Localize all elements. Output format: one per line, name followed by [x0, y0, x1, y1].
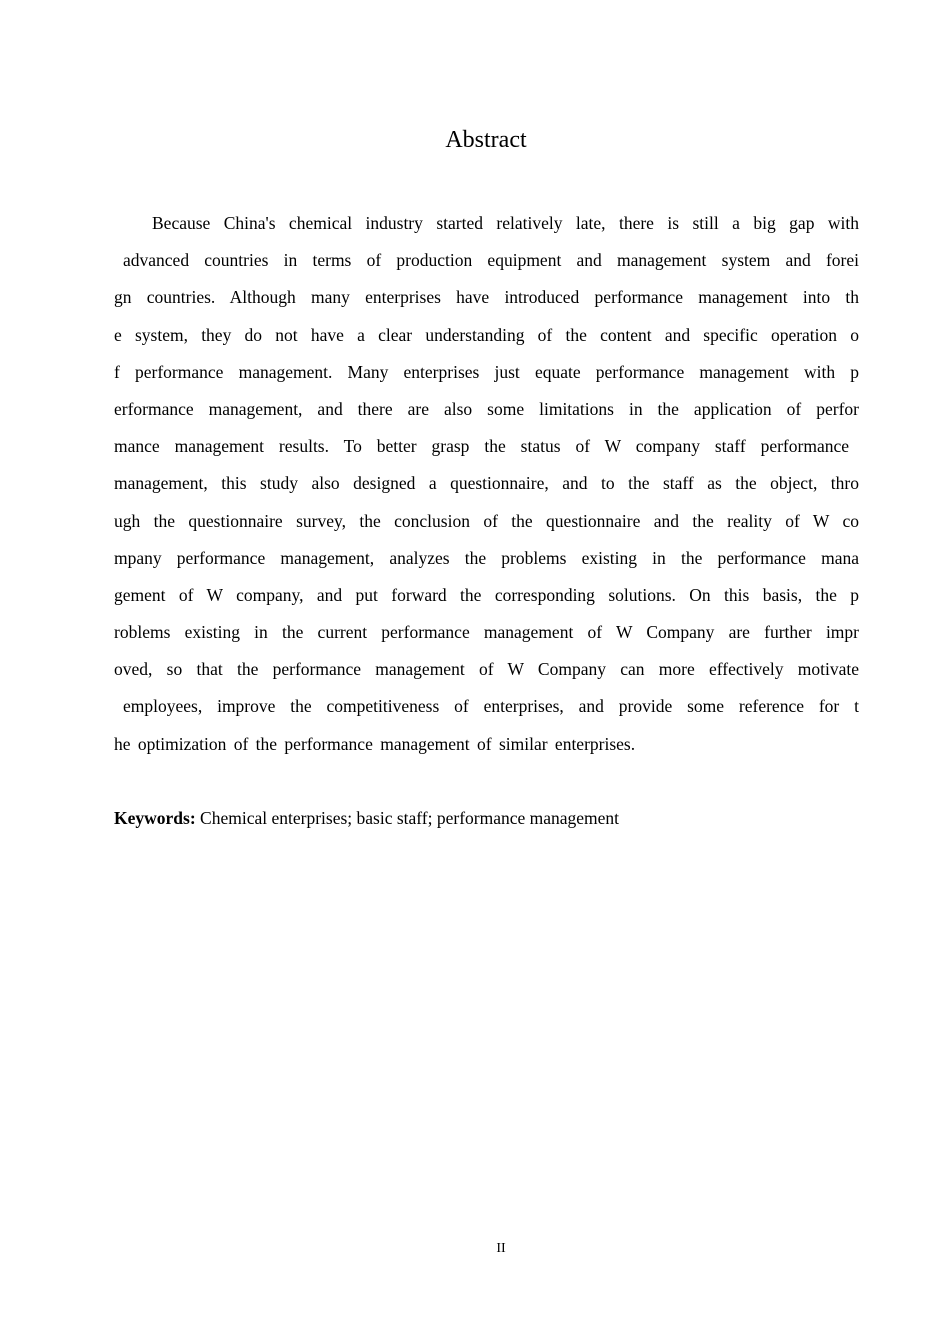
abstract-line: erformance management, and there are also some limitations in the application of perfor [114, 398, 859, 419]
abstract-line: gn countries. Although many enterprises have introduced performance management into th [114, 287, 859, 308]
abstract-line: management, this study also designed a questionnaire, and to the staff as the object, thro [114, 473, 859, 494]
abstract-line: oved, so that the performance management of W Company can more effectively motivate [114, 659, 859, 680]
abstract-line: he optimization of the performance management of similar enterprises. [114, 733, 636, 754]
abstract-line: f performance management. Many enterprises just equate performance management with p [114, 361, 859, 382]
abstract-line: advanced countries in terms of production equipment and management system and forei [123, 250, 859, 271]
abstract-line: employees, improve the competitiveness of enterprises, and provide some reference for t [123, 696, 859, 717]
keywords-text: Chemical enterprises; basic staff; performance management [200, 808, 620, 828]
abstract-line: Because China's chemical industry started relatively late, there is still a big gap with [152, 213, 859, 233]
keywords-label: Keywords: [114, 808, 196, 828]
abstract-line: mance management results. To better grasp the status of W company staff performance [114, 436, 849, 457]
keywords-paragraph [114, 805, 619, 831]
abstract-title: Abstract [445, 127, 527, 153]
abstract-line: mpany performance management, analyzes the problems existing in the performance mana [114, 547, 859, 568]
abstract-body [114, 205, 859, 763]
abstract-line: roblems existing in the current performance management of W Company are further impr [114, 622, 859, 643]
abstract-line: e system, they do not have a clear understanding of the content and specific operation o [114, 324, 859, 345]
abstract-line: gement of W company, and put forward the corresponding solutions. On this basis, the p [114, 584, 859, 605]
page-number: II [496, 1241, 506, 1256]
abstract-line: ugh the questionnaire survey, the conclusion of the questionnaire and the reality of W co [114, 510, 859, 531]
